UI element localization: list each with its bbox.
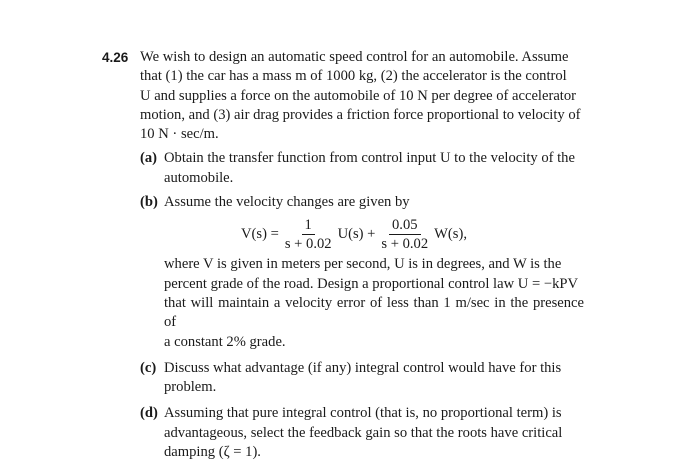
fraction-control-term bbox=[282, 217, 335, 252]
statement-line: U and supplies a force on the automobile of 10 N per degree of accelerator bbox=[140, 87, 577, 104]
equation-middle: U(s) + bbox=[337, 225, 376, 242]
fraction-denominator: s + 0.02 bbox=[381, 235, 429, 252]
part-a-line: automobile. bbox=[164, 169, 234, 186]
part-c bbox=[140, 359, 584, 398]
part-a-line: Obtain the transfer function from control input U to the velocity of the bbox=[164, 150, 575, 167]
equation-rhs: W(s), bbox=[434, 225, 467, 242]
problem-4-26 bbox=[104, 48, 584, 462]
part-d bbox=[140, 404, 584, 462]
statement-line: 10 N · sec/m. bbox=[140, 126, 219, 143]
part-c-line: Discuss what advantage (if any) integral control would have for this bbox=[164, 359, 562, 376]
part-a bbox=[140, 149, 584, 188]
statement-line: We wish to design an automatic speed control for an automobile. Assume bbox=[140, 49, 569, 65]
velocity-equation bbox=[164, 213, 584, 255]
fraction-numerator: 0.05 bbox=[389, 217, 421, 235]
part-d-label: (d) bbox=[140, 405, 158, 422]
part-c-label: (c) bbox=[140, 359, 157, 376]
statement-line: motion, and (3) air drag provides a friction force proportional to velocity of bbox=[140, 106, 581, 123]
equation-lhs: V(s) = bbox=[241, 225, 279, 242]
part-b-intro: Assume the velocity changes are given by bbox=[164, 194, 410, 211]
part-d-line: advantageous, select the feedback gain so that the roots have critical bbox=[164, 424, 563, 441]
part-b-line: percent grade of the road. Design a proportional control law U = −kPV bbox=[164, 275, 579, 292]
part-d-line: Assuming that pure integral control (that is, no proportional term) is bbox=[164, 405, 562, 422]
part-b-line: that will maintain a velocity error of less than 1 m/sec in the presence of bbox=[164, 294, 584, 331]
part-b bbox=[140, 193, 584, 352]
part-b-line: a constant 2% grade. bbox=[164, 333, 286, 350]
part-b-line: where V is given in meters per second, U is in degrees, and W is the bbox=[164, 256, 562, 273]
part-b-label: (b) bbox=[140, 194, 158, 211]
problem-statement bbox=[140, 48, 584, 144]
fraction-grade-term bbox=[378, 217, 431, 252]
fraction-numerator: 1 bbox=[302, 217, 315, 235]
problem-number: 4.26 bbox=[102, 50, 129, 65]
part-a-label: (a) bbox=[140, 150, 158, 167]
statement-line: that (1) the car has a mass m of 1000 kg, (2) the accelerator is the control bbox=[140, 68, 567, 85]
part-d-line: damping (ζ = 1). bbox=[164, 444, 261, 461]
fraction-denominator: s + 0.02 bbox=[284, 235, 332, 252]
part-c-line: problem. bbox=[164, 379, 217, 396]
